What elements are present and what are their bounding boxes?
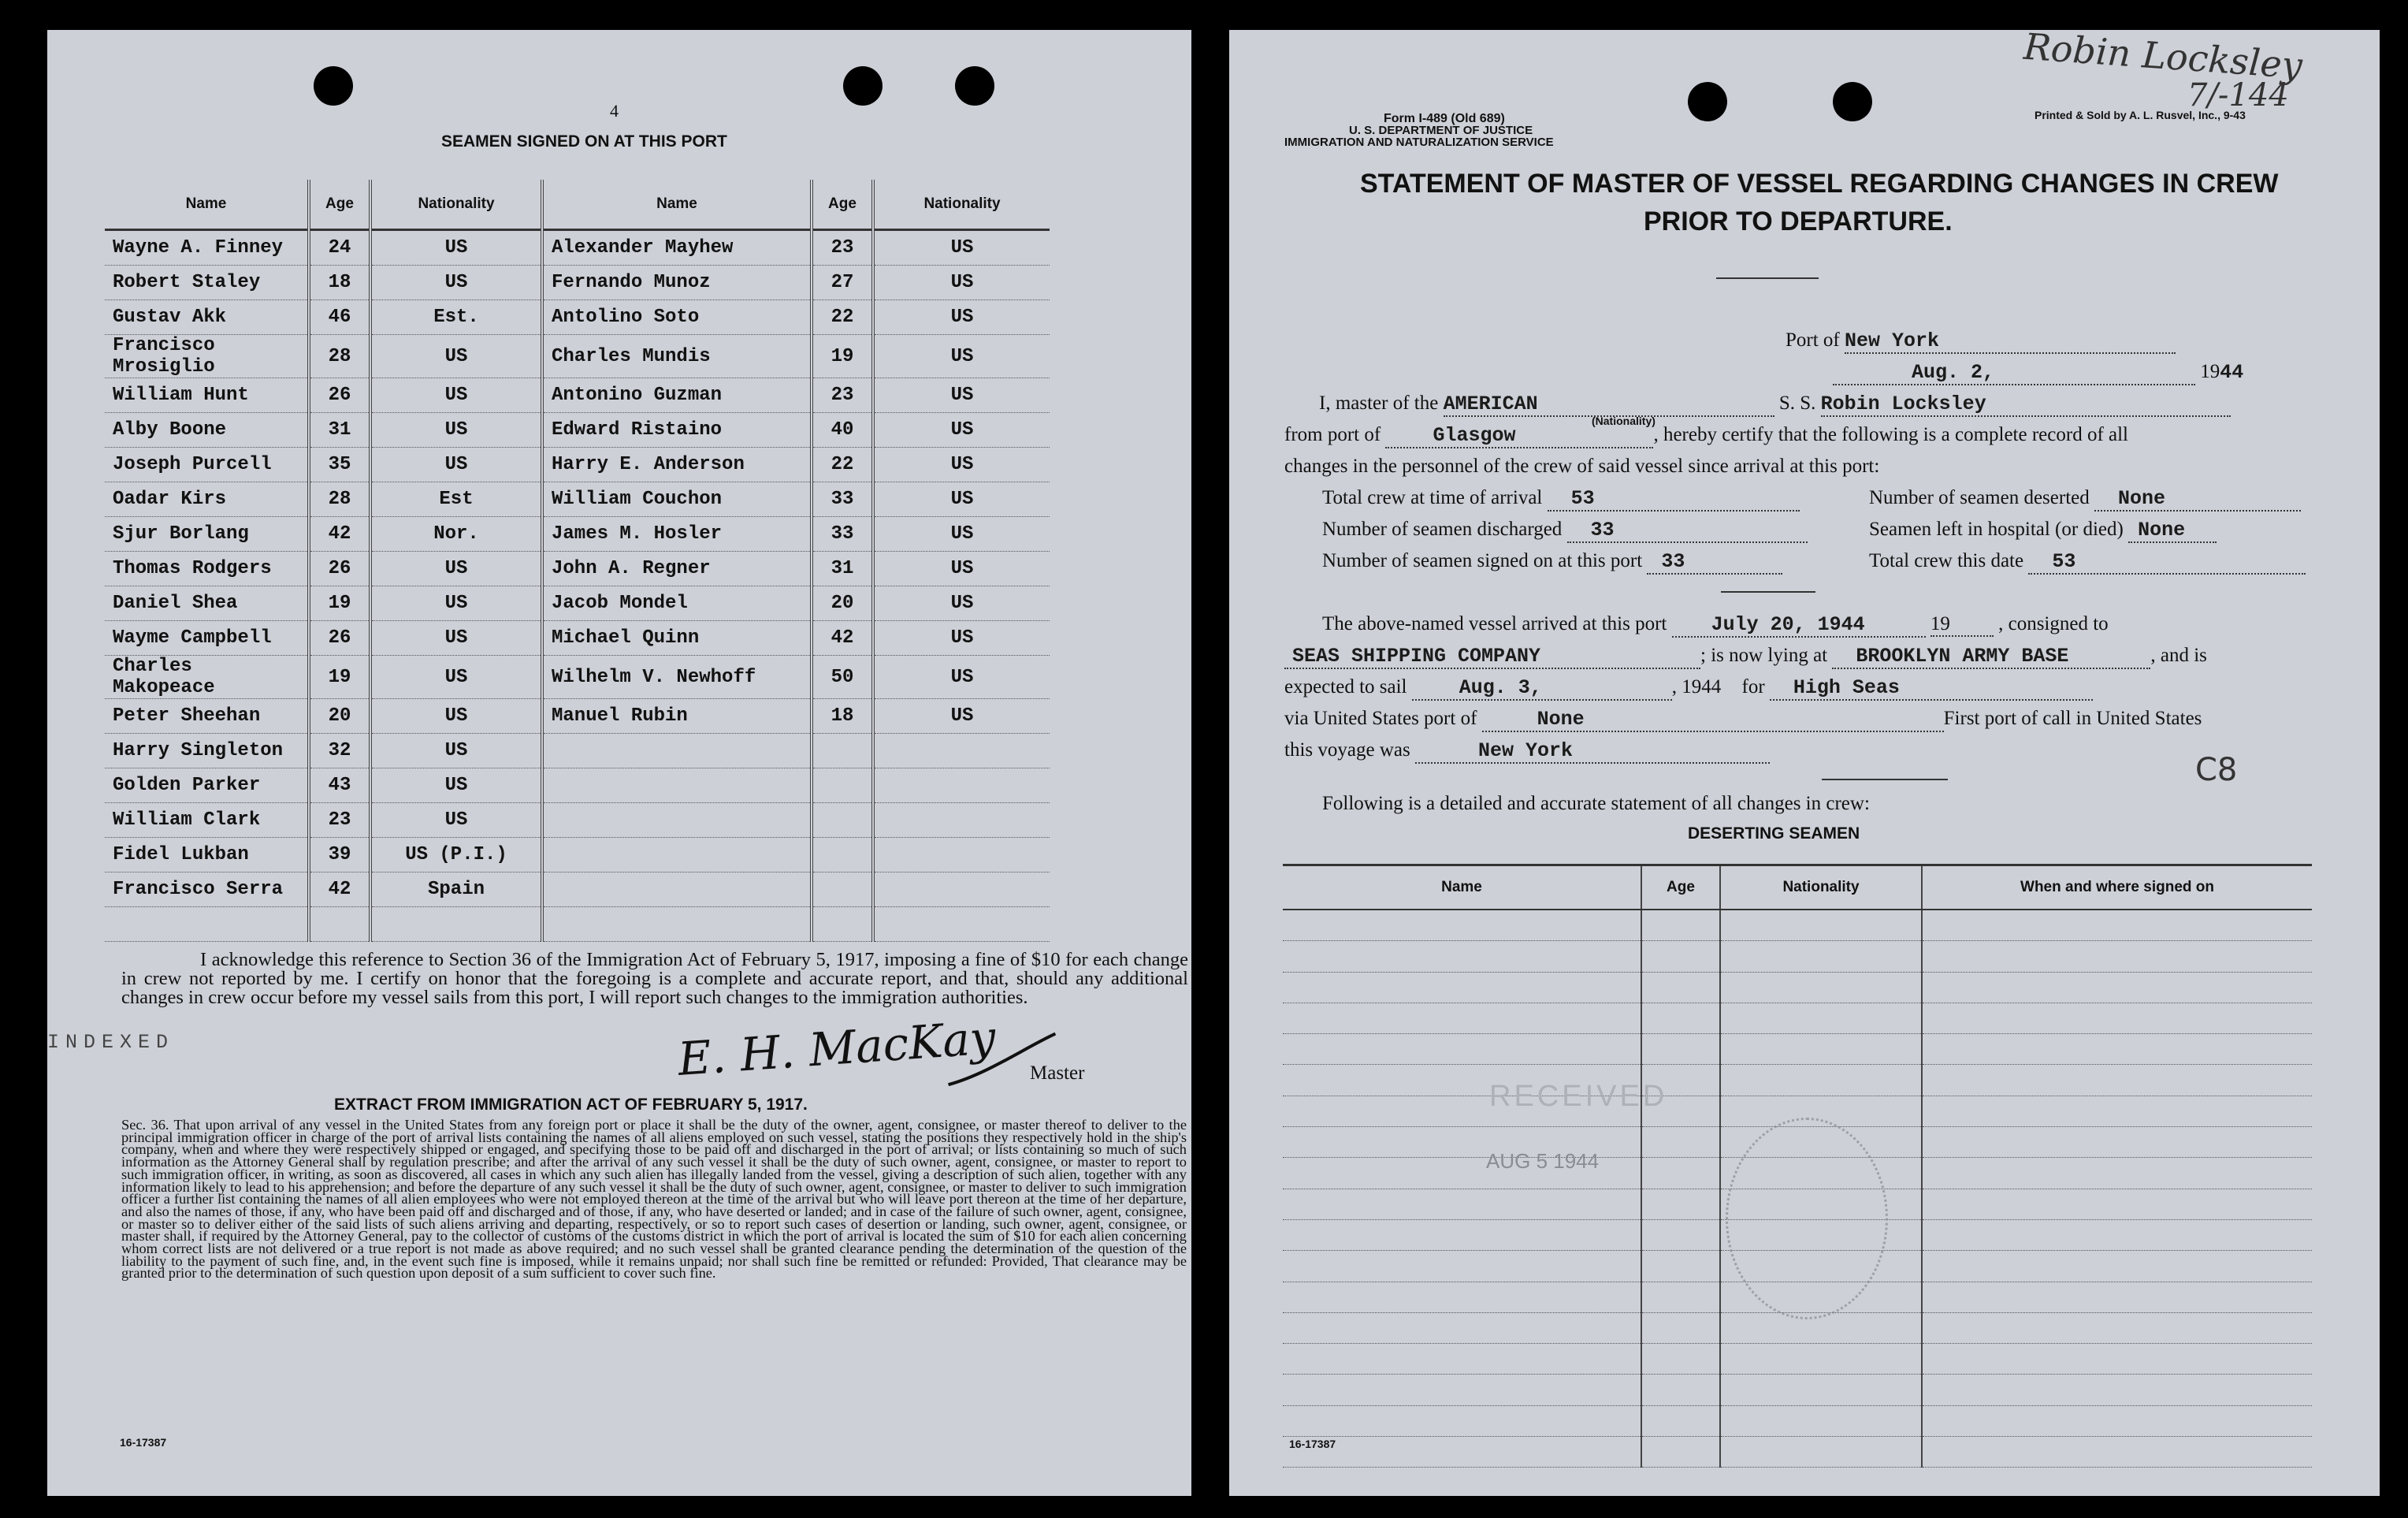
crew-row: [105, 552, 1050, 586]
deserted-field: Number of seamen deserted None: [1869, 487, 2301, 512]
seaman-age: 22: [812, 448, 873, 482]
received-stamp: RECEIVED: [1489, 1080, 1668, 1113]
crew-row: [105, 734, 1050, 768]
seaman-nationality: US: [370, 621, 542, 656]
seaman-age: 19: [812, 335, 873, 378]
deserter-name: [1283, 1344, 1641, 1375]
certify-text: changes in the personnel of the crew of said vessel since arrival at this port:: [1284, 456, 1880, 477]
seaman-name: Jacob Mondel: [542, 586, 812, 621]
seaman-age: 35: [309, 448, 370, 482]
deserter-nationality: [1720, 1405, 1922, 1436]
deserter-signed-on: [1922, 972, 2312, 1003]
via-port-field: via United States port of None First port of call in United States: [1284, 708, 2202, 731]
seaman-age: [812, 803, 873, 838]
seaman-name: Harry Singleton: [105, 734, 309, 768]
seaman-nationality: US: [873, 517, 1050, 552]
crew-row: [105, 517, 1050, 552]
seaman-age: 19: [309, 586, 370, 621]
deserter-nationality: [1720, 1344, 1922, 1375]
deserter-name: [1283, 1312, 1641, 1343]
seaman-nationality: US: [370, 335, 542, 378]
seaman-name: Alexander Mayhew: [542, 230, 812, 266]
seaman-name: [542, 872, 812, 907]
seaman-age: 18: [812, 699, 873, 734]
deserter-signed-on: [1922, 1219, 2312, 1250]
punch-hole: [314, 66, 353, 106]
from-port-field: from port of Glasgow , hereby certify that the following is a complete record of all: [1284, 424, 2129, 447]
seaman-name: Wilhelm V. Newhoff: [542, 656, 812, 699]
seaman-name: Charles Makopeace: [105, 656, 309, 699]
department: U. S. DEPARTMENT OF JUSTICE: [1349, 124, 1533, 137]
left-page: [47, 30, 1191, 1496]
col-signed-on: When and where signed on: [1922, 865, 2312, 910]
form-code: 16-17387: [120, 1436, 167, 1449]
seaman-name: Peter Sheehan: [105, 699, 309, 734]
seaman-nationality: US: [873, 586, 1050, 621]
deserter-name: [1283, 1034, 1641, 1065]
crew-row: [105, 907, 1050, 942]
total-arrival-field: Total crew at time of arrival 53: [1322, 487, 1800, 512]
signed-on-field: Number of seamen signed on at this port 33: [1322, 550, 1782, 575]
deserter-age: [1641, 1437, 1720, 1468]
crew-row: [105, 872, 1050, 907]
deserter-signed-on: [1922, 1344, 2312, 1375]
seaman-name: Oadar Kirs: [105, 482, 309, 517]
seaman-nationality: US: [873, 656, 1050, 699]
seaman-nationality: [873, 803, 1050, 838]
deserter-signed-on: [1922, 1375, 2312, 1405]
seaman-nationality: US: [370, 734, 542, 768]
handwritten-date-note: 7/-144: [2187, 77, 2289, 113]
handwritten-vessel-note: Robin Locksley: [2022, 24, 2304, 87]
deserter-signed-on: [1922, 1096, 2312, 1126]
deserter-nationality: [1720, 1065, 1922, 1096]
seaman-name: William Clark: [105, 803, 309, 838]
seaman-nationality: US: [873, 621, 1050, 656]
deserter-name: [1283, 1405, 1641, 1436]
deserting-row: [1283, 1375, 2312, 1405]
seaman-name: [542, 838, 812, 872]
seaman-name: Fidel Lukban: [105, 838, 309, 872]
seaman-nationality: Est.: [370, 300, 542, 335]
seaman-age: 27: [812, 266, 873, 300]
seaman-nationality: [873, 838, 1050, 872]
seaman-nationality: US: [873, 230, 1050, 266]
deserter-signed-on: [1922, 1405, 2312, 1436]
deserting-row: [1283, 1034, 2312, 1065]
seaman-nationality: US: [873, 413, 1050, 448]
seaman-age: [812, 768, 873, 803]
deserter-signed-on: [1922, 941, 2312, 972]
seaman-name: William Hunt: [105, 378, 309, 413]
deserter-nationality: [1720, 941, 1922, 972]
seaman-age: 28: [309, 335, 370, 378]
deserter-age: [1641, 1344, 1720, 1375]
col-nationality: Nationality: [1720, 865, 1922, 910]
deserter-age: [1641, 1127, 1720, 1158]
seaman-nationality: US: [873, 335, 1050, 378]
seaman-nationality: US: [370, 230, 542, 266]
col-nationality: Nationality: [873, 180, 1050, 230]
deserter-signed-on: [1922, 1003, 2312, 1033]
seaman-age: 32: [309, 734, 370, 768]
right-page: [1229, 24, 2380, 1496]
deserting-row: [1283, 1405, 2312, 1436]
seaman-nationality: US: [370, 552, 542, 586]
seaman-age: 42: [309, 517, 370, 552]
seaman-name: Francisco Serra: [105, 872, 309, 907]
deserter-age: [1641, 1375, 1720, 1405]
deserter-name: [1283, 1003, 1641, 1033]
seaman-nationality: [873, 907, 1050, 942]
crew-row: [105, 378, 1050, 413]
seaman-nationality: US: [370, 413, 542, 448]
seaman-age: 42: [812, 621, 873, 656]
seaman-name: Antolino Soto: [542, 300, 812, 335]
seaman-nationality: [873, 768, 1050, 803]
deserter-signed-on: [1922, 1312, 2312, 1343]
following-text: Following is a detailed and accurate statement of all changes in crew:: [1322, 793, 1870, 814]
seaman-name: Daniel Shea: [105, 586, 309, 621]
crew-row: [105, 656, 1050, 699]
seaman-nationality: US: [370, 266, 542, 300]
punch-hole: [955, 66, 994, 106]
seaman-nationality: US: [370, 699, 542, 734]
deserter-signed-on: [1922, 1034, 2312, 1065]
deserter-name: [1283, 941, 1641, 972]
seaman-age: [812, 872, 873, 907]
seaman-name: Thomas Rodgers: [105, 552, 309, 586]
discharged-field: Number of seamen discharged 33: [1322, 519, 1808, 543]
seaman-name: Golden Parker: [105, 768, 309, 803]
seaman-age: 43: [309, 768, 370, 803]
consignee-field: SEAS SHIPPING COMPANY ; is now lying at BROOKLYN ARMY BASE , and is: [1284, 645, 2207, 669]
nationality-caption: (Nationality): [1592, 415, 1656, 427]
punch-hole: [1833, 82, 1872, 121]
punch-hole: [1688, 82, 1727, 121]
indexed-stamp: INDEXED: [47, 1031, 175, 1054]
deserter-name: [1283, 972, 1641, 1003]
master-signature: E. H. MacKay: [676, 1010, 998, 1086]
seaman-nationality: Nor.: [370, 517, 542, 552]
seaman-name: Harry E. Anderson: [542, 448, 812, 482]
form-title-line1: STATEMENT OF MASTER OF VESSEL REGARDING CHANGES IN CREW: [1360, 169, 2279, 199]
deserter-name: [1283, 1282, 1641, 1312]
arrived-field: The above-named vessel arrived at this port July 20, 1944 19 , consigned to: [1322, 613, 2109, 636]
crew-row: [105, 699, 1050, 734]
seaman-age: 23: [812, 230, 873, 266]
deserter-age: [1641, 1034, 1720, 1065]
seaman-nationality: US: [873, 552, 1050, 586]
seaman-name: John A. Regner: [542, 552, 812, 586]
deserter-age: [1641, 1158, 1720, 1189]
seaman-name: Antonino Guzman: [542, 378, 812, 413]
pencil-mark: C8: [2195, 752, 2238, 788]
deserter-age: [1641, 1219, 1720, 1250]
seaman-age: [812, 838, 873, 872]
seaman-nationality: US: [370, 768, 542, 803]
form-id: Form I-489 (Old 689): [1384, 112, 1505, 125]
deserting-row: [1283, 972, 2312, 1003]
crew-row: [105, 768, 1050, 803]
seaman-name: Manuel Rubin: [542, 699, 812, 734]
seaman-age: 20: [812, 586, 873, 621]
seaman-age: 28: [309, 482, 370, 517]
seaman-nationality: US: [873, 300, 1050, 335]
seaman-nationality: [370, 907, 542, 942]
seaman-nationality: US: [370, 378, 542, 413]
seaman-name: Edward Ristaino: [542, 413, 812, 448]
deserter-name: [1283, 1375, 1641, 1405]
deserter-nationality: [1720, 1003, 1922, 1033]
title-rule: [1716, 277, 1819, 279]
seaman-age: [812, 734, 873, 768]
deserter-signed-on: [1922, 910, 2312, 941]
crew-table: [105, 180, 1050, 942]
deserter-name: [1283, 1219, 1641, 1250]
service: IMMIGRATION AND NATURALIZATION SERVICE: [1284, 136, 1554, 149]
seaman-name: Gustav Akk: [105, 300, 309, 335]
seaman-name: [105, 907, 309, 942]
printer-credit: Printed & Sold by A. L. Rusvel, Inc., 9-43: [2035, 109, 2246, 121]
col-name: Name: [542, 180, 812, 230]
deserter-age: [1641, 1312, 1720, 1343]
seaman-nationality: US: [370, 586, 542, 621]
deserter-age: [1641, 972, 1720, 1003]
master-nationality-field: I, master of the AMERICAN S. S. Robin Locksley: [1319, 393, 2231, 417]
col-age: Age: [1641, 865, 1720, 910]
seaman-age: 26: [309, 378, 370, 413]
seaman-name: Alby Boone: [105, 413, 309, 448]
seaman-age: 26: [309, 552, 370, 586]
seaman-name: Michael Quinn: [542, 621, 812, 656]
col-name: Name: [1283, 865, 1641, 910]
seaman-age: [812, 907, 873, 942]
received-stamp-date: AUG 5 1944: [1486, 1149, 1600, 1173]
seaman-name: Wayme Campbell: [105, 621, 309, 656]
seaman-nationality: US: [370, 448, 542, 482]
seaman-name: Charles Mundis: [542, 335, 812, 378]
crew-row: [105, 586, 1050, 621]
seaman-age: 33: [812, 482, 873, 517]
deserting-row: [1283, 1437, 2312, 1468]
punch-hole: [843, 66, 883, 106]
seaman-name: [542, 907, 812, 942]
seaman-age: 18: [309, 266, 370, 300]
seaman-age: 23: [309, 803, 370, 838]
deserting-row: [1283, 1344, 2312, 1375]
crew-row: [105, 448, 1050, 482]
seaman-name: [542, 803, 812, 838]
hospital-field: Seamen left in hospital (or died) None: [1869, 519, 2217, 543]
deserter-signed-on: [1922, 1127, 2312, 1158]
seaman-name: Wayne A. Finney: [105, 230, 309, 266]
seaman-nationality: US: [370, 803, 542, 838]
seaman-nationality: US: [873, 699, 1050, 734]
deserter-age: [1641, 910, 1720, 941]
page-number: 4: [610, 101, 619, 121]
crew-row: [105, 621, 1050, 656]
deserting-row: [1283, 941, 2312, 972]
deserter-signed-on: [1922, 1189, 2312, 1219]
col-age: Age: [812, 180, 873, 230]
deserter-signed-on: [1922, 1437, 2312, 1468]
deserting-row: [1283, 1003, 2312, 1033]
seaman-name: Joseph Purcell: [105, 448, 309, 482]
seaman-nationality: US: [873, 448, 1050, 482]
seaman-age: 40: [812, 413, 873, 448]
seaman-age: [309, 907, 370, 942]
sail-field: expected to sail Aug. 3, , 1944 for High Seas: [1284, 676, 2093, 701]
crew-row: [105, 230, 1050, 266]
crew-row: [105, 335, 1050, 378]
deserter-name: [1283, 910, 1641, 941]
date-field: Aug. 2, 1944: [1833, 361, 2243, 385]
col-name: Name: [105, 180, 309, 230]
master-label: Master: [1030, 1062, 1085, 1084]
deserter-signed-on: [1922, 1251, 2312, 1282]
crew-row: [105, 266, 1050, 300]
seaman-nationality: US (P.I.): [370, 838, 542, 872]
seaman-name: William Couchon: [542, 482, 812, 517]
deserter-nationality: [1720, 1375, 1922, 1405]
seaman-name: Fernando Munoz: [542, 266, 812, 300]
seaman-age: 20: [309, 699, 370, 734]
crew-row: [105, 413, 1050, 448]
seaman-nationality: Est: [370, 482, 542, 517]
seaman-age: 23: [812, 378, 873, 413]
deserter-signed-on: [1922, 1158, 2312, 1189]
seaman-name: Sjur Borlang: [105, 517, 309, 552]
seaman-name: Robert Staley: [105, 266, 309, 300]
seaman-age: 39: [309, 838, 370, 872]
form-title-line2: PRIOR TO DEPARTURE.: [1644, 206, 1953, 236]
deserter-name: [1283, 1437, 1641, 1468]
deserter-signed-on: [1922, 1282, 2312, 1312]
port-field: Port of New York: [1786, 329, 2176, 354]
seaman-nationality: US: [873, 482, 1050, 517]
deserter-nationality: [1720, 972, 1922, 1003]
seaman-age: 42: [309, 872, 370, 907]
crew-row: [105, 838, 1050, 872]
deserter-age: [1641, 941, 1720, 972]
seaman-age: 31: [812, 552, 873, 586]
seaman-name: [542, 734, 812, 768]
seaman-age: 46: [309, 300, 370, 335]
seaman-name: James M. Hosler: [542, 517, 812, 552]
extract-text: Sec. 36. That upon arrival of any vessel in the United States from any foreign port or place it shall be the duty of the owner, agent, consignee, or master thereof to deliver to the principal immigration officer in charge of the port of arrival lists containing the names of all aliens employed on such vessel, stating the positions they respectively hold in the ship's company, when and where they were respectively shipped or engaged, and specifying those to be paid off and discharged in the port of arrival; or lists containing so much of such information as the Attorney General shall by regulation prescribe; and after the arrival of any such vessel it shall be the duty of such owner, agent, consignee, or master to report to such immigration officer, in writing, as soon as discovered, all cases in which any such alien has illegally landed from the vessel, giving a description of such alien, together with any information likely to lead to his apprehension; and before the departure of any such vessel it shall be the duty of such owner, agent, consignee, or master to deliver to such immigration officer a further list containing the names of all alien employees who were not employed thereon at the time of the arrival but who will leave port thereon at the time of her departure, and also the names of those, if any, who have been paid off and discharged and of those, if any, who have deserted or landed; and in case of the failure of such owner, agent, consignee, or master so to deliver either of the said lists of such aliens arriving and departing, respectively, or so to report such cases of desertion or landing, such owner, agent, consignee, or master shall, if required by the Attorney General, pay to the collector of customs of the customs district in which the port of arrival is located the sum of $10 for each alien concerning whom correct lists are not delivered or a true report is not made as above required; and no such vessel shall be granted clearance pending the determination of the question of the liability to the payment of such fine, and, in the event such fine is imposed, while it remains unpaid; nor shall such fine be remitted or refunded: Provided, That clearance may be granted prior to the determination of such question upon deposit of a sum sufficient to cover such fine.: [121, 1117, 1187, 1282]
deserter-nationality: [1720, 910, 1922, 941]
seaman-nationality: [873, 872, 1050, 907]
deserting-heading: DESERTING SEAMEN: [1688, 824, 1860, 843]
summary-rule: [1721, 591, 1815, 593]
voyage-rule: [1822, 779, 1948, 780]
seaman-age: 26: [309, 621, 370, 656]
deserter-age: [1641, 1003, 1720, 1033]
form-code: 16-17387: [1289, 1438, 1336, 1450]
seaman-name: Francisco Mrosiglio: [105, 335, 309, 378]
seaman-name: [542, 768, 812, 803]
total-date-field: Total crew this date 53: [1869, 550, 2306, 575]
deserter-age: [1641, 1189, 1720, 1219]
postmark-stamp: [1726, 1118, 1888, 1319]
seaman-age: 33: [812, 517, 873, 552]
deserting-row: [1283, 1065, 2312, 1096]
crew-row: [105, 300, 1050, 335]
deserter-name: [1283, 1189, 1641, 1219]
col-nationality: Nationality: [370, 180, 542, 230]
col-age: Age: [309, 180, 370, 230]
deserter-signed-on: [1922, 1065, 2312, 1096]
acknowledgement-text: I acknowledge this reference to Section 36 of the Immigration Act of February 5, 1917, imposing a fine of $10 for each change in crew not reported by me. I certify on honor that the foregoing is a complete and accurate report, and that, should any additional changes in crew occur before my vessel sails from this port, I will report such changes to the immigration authorities.: [121, 949, 1188, 1008]
seaman-nationality: [873, 734, 1050, 768]
seaman-age: 31: [309, 413, 370, 448]
deserter-nationality: [1720, 1437, 1922, 1468]
seaman-age: 24: [309, 230, 370, 266]
crew-row: [105, 482, 1050, 517]
seaman-age: 19: [309, 656, 370, 699]
seaman-nationality: US: [370, 656, 542, 699]
seamen-signed-heading: SEAMEN SIGNED ON AT THIS PORT: [441, 132, 727, 151]
seaman-nationality: US: [873, 378, 1050, 413]
deserting-row: [1283, 910, 2312, 941]
crew-row: [105, 803, 1050, 838]
deserter-age: [1641, 1282, 1720, 1312]
extract-title: EXTRACT FROM IMMIGRATION ACT OF FEBRUARY 5, 1917.: [334, 1096, 808, 1114]
seaman-age: 22: [812, 300, 873, 335]
deserter-age: [1641, 1251, 1720, 1282]
deserter-age: [1641, 1405, 1720, 1436]
first-port-field: this voyage was New York: [1284, 739, 1770, 764]
deserter-name: [1283, 1251, 1641, 1282]
deserter-nationality: [1720, 1034, 1922, 1065]
seaman-age: 50: [812, 656, 873, 699]
seaman-nationality: US: [873, 266, 1050, 300]
seaman-nationality: Spain: [370, 872, 542, 907]
